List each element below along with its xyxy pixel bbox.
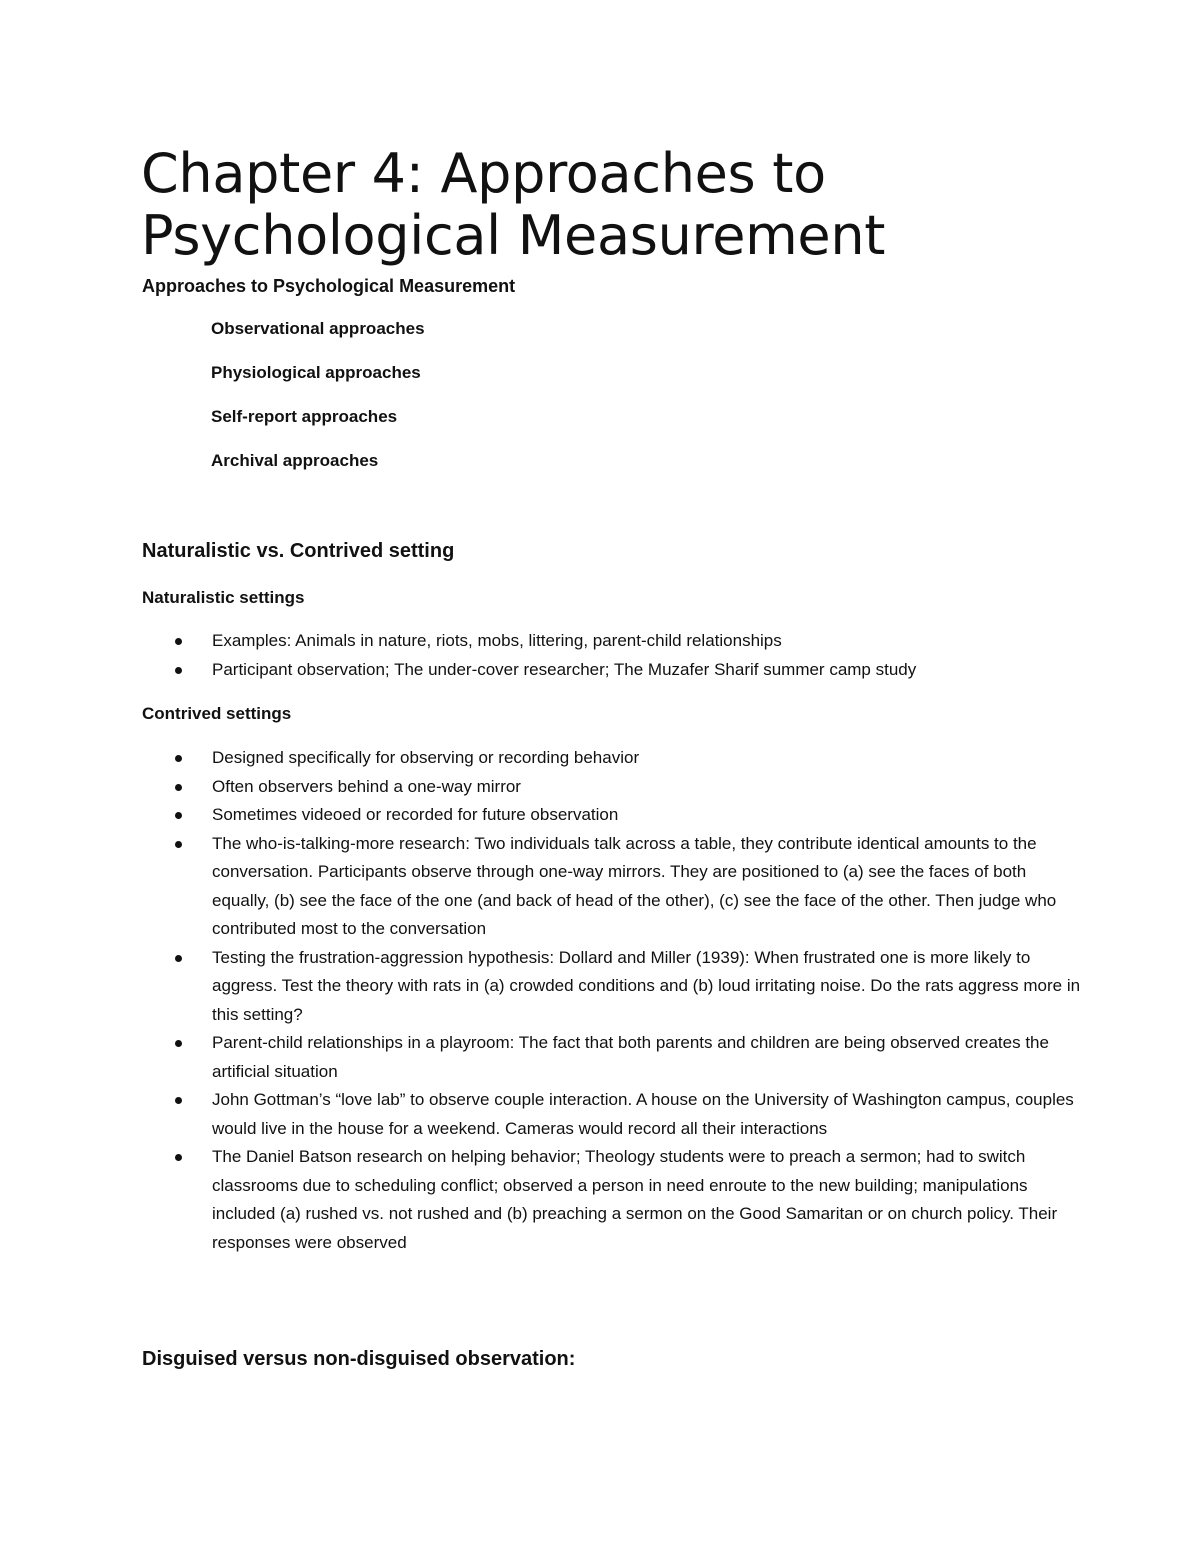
approach-item-archival: Archival approaches bbox=[211, 451, 379, 470]
list-item-text: The Daniel Batson research on helping behavior; Theology students were to preach a sermon; had to switch classrooms due to scheduling conflict; observed a person in need enroute to the new building; manipulations included (a) rushed vs. not rushed and (b) preaching a sermon on the Good Samaritan or on church policy. Their responses were observed bbox=[212, 1147, 1058, 1252]
section-heading-disguised: Disguised versus non-disguised observation: bbox=[142, 1348, 576, 1370]
page-title: Chapter 4: Approaches to Psychological Measurement bbox=[141, 142, 886, 267]
list-item bbox=[142, 627, 1082, 656]
naturalistic-bullet-list bbox=[142, 627, 1082, 684]
bullet-icon bbox=[175, 1097, 182, 1104]
list-item-text: The who-is-talking-more research: Two individuals talk across a table, they contribute identical amounts to the conversation. Participants observe through one-way mirrors. They are positioned to (a) see the faces of both equally, (b) see the face of the one (and back of head of the other), (c) see the face of the other. Then judge who contributed most to the conversation bbox=[212, 833, 1057, 938]
bullet-icon bbox=[175, 667, 182, 674]
sub-heading-contrived: Contrived settings bbox=[142, 704, 292, 723]
list-item bbox=[142, 1086, 1082, 1143]
approach-item-physiological: Physiological approaches bbox=[211, 363, 421, 382]
list-item-text: Sometimes videoed or recorded for future observation bbox=[212, 805, 619, 824]
list-item bbox=[142, 773, 1082, 802]
list-item bbox=[142, 830, 1082, 944]
approach-item-self-report: Self-report approaches bbox=[211, 407, 398, 426]
bullet-icon bbox=[175, 638, 182, 645]
list-item bbox=[142, 1143, 1082, 1257]
bullet-icon bbox=[175, 755, 182, 762]
bullet-icon bbox=[175, 784, 182, 791]
list-item bbox=[142, 656, 1082, 685]
list-item-text: Often observers behind a one-way mirror bbox=[212, 776, 521, 796]
list-item-text: Examples: Animals in nature, riots, mobs, littering, parent-child relationships bbox=[212, 631, 782, 650]
list-item-text: Parent-child relationships in a playroom: The fact that both parents and children are being observed creates the artificial situation bbox=[212, 1033, 1049, 1081]
bullet-icon bbox=[175, 1154, 182, 1161]
list-item bbox=[142, 1029, 1082, 1086]
section-heading-naturalistic-vs-contrived: Naturalistic vs. Contrived setting bbox=[142, 540, 455, 562]
list-item-text: Designed specifically for observing or recording behavior bbox=[212, 748, 640, 767]
bullet-icon bbox=[175, 841, 182, 848]
list-item bbox=[142, 801, 1082, 830]
list-item bbox=[142, 744, 1082, 773]
sub-heading-naturalistic: Naturalistic settings bbox=[142, 588, 305, 607]
bullet-icon bbox=[175, 812, 182, 819]
list-item bbox=[142, 944, 1082, 1030]
subtitle: Approaches to Psychological Measurement bbox=[142, 276, 516, 296]
list-item-text: John Gottman’s “love lab” to observe couple interaction. A house on the University of Washington campus, couples would live in the house for a weekend. Cameras would record all their interactions bbox=[212, 1090, 1074, 1138]
list-item-text: Participant observation; The under-cover researcher; The Muzafer Sharif summer camp study bbox=[212, 659, 917, 679]
bullet-icon bbox=[175, 1040, 182, 1047]
approach-item-observational: Observational approaches bbox=[211, 319, 425, 338]
list-item-text: Testing the frustration-aggression hypothesis: Dollard and Miller (1939): When frustrated one is more likely to aggress. Test the theory with rats in (a) crowded conditions and (b) loud irritating noise. Do the rats aggress more in this setting? bbox=[212, 947, 1081, 1024]
bullet-icon bbox=[175, 955, 182, 962]
approaches-list bbox=[211, 318, 425, 494]
contrived-bullet-list bbox=[142, 744, 1082, 1257]
